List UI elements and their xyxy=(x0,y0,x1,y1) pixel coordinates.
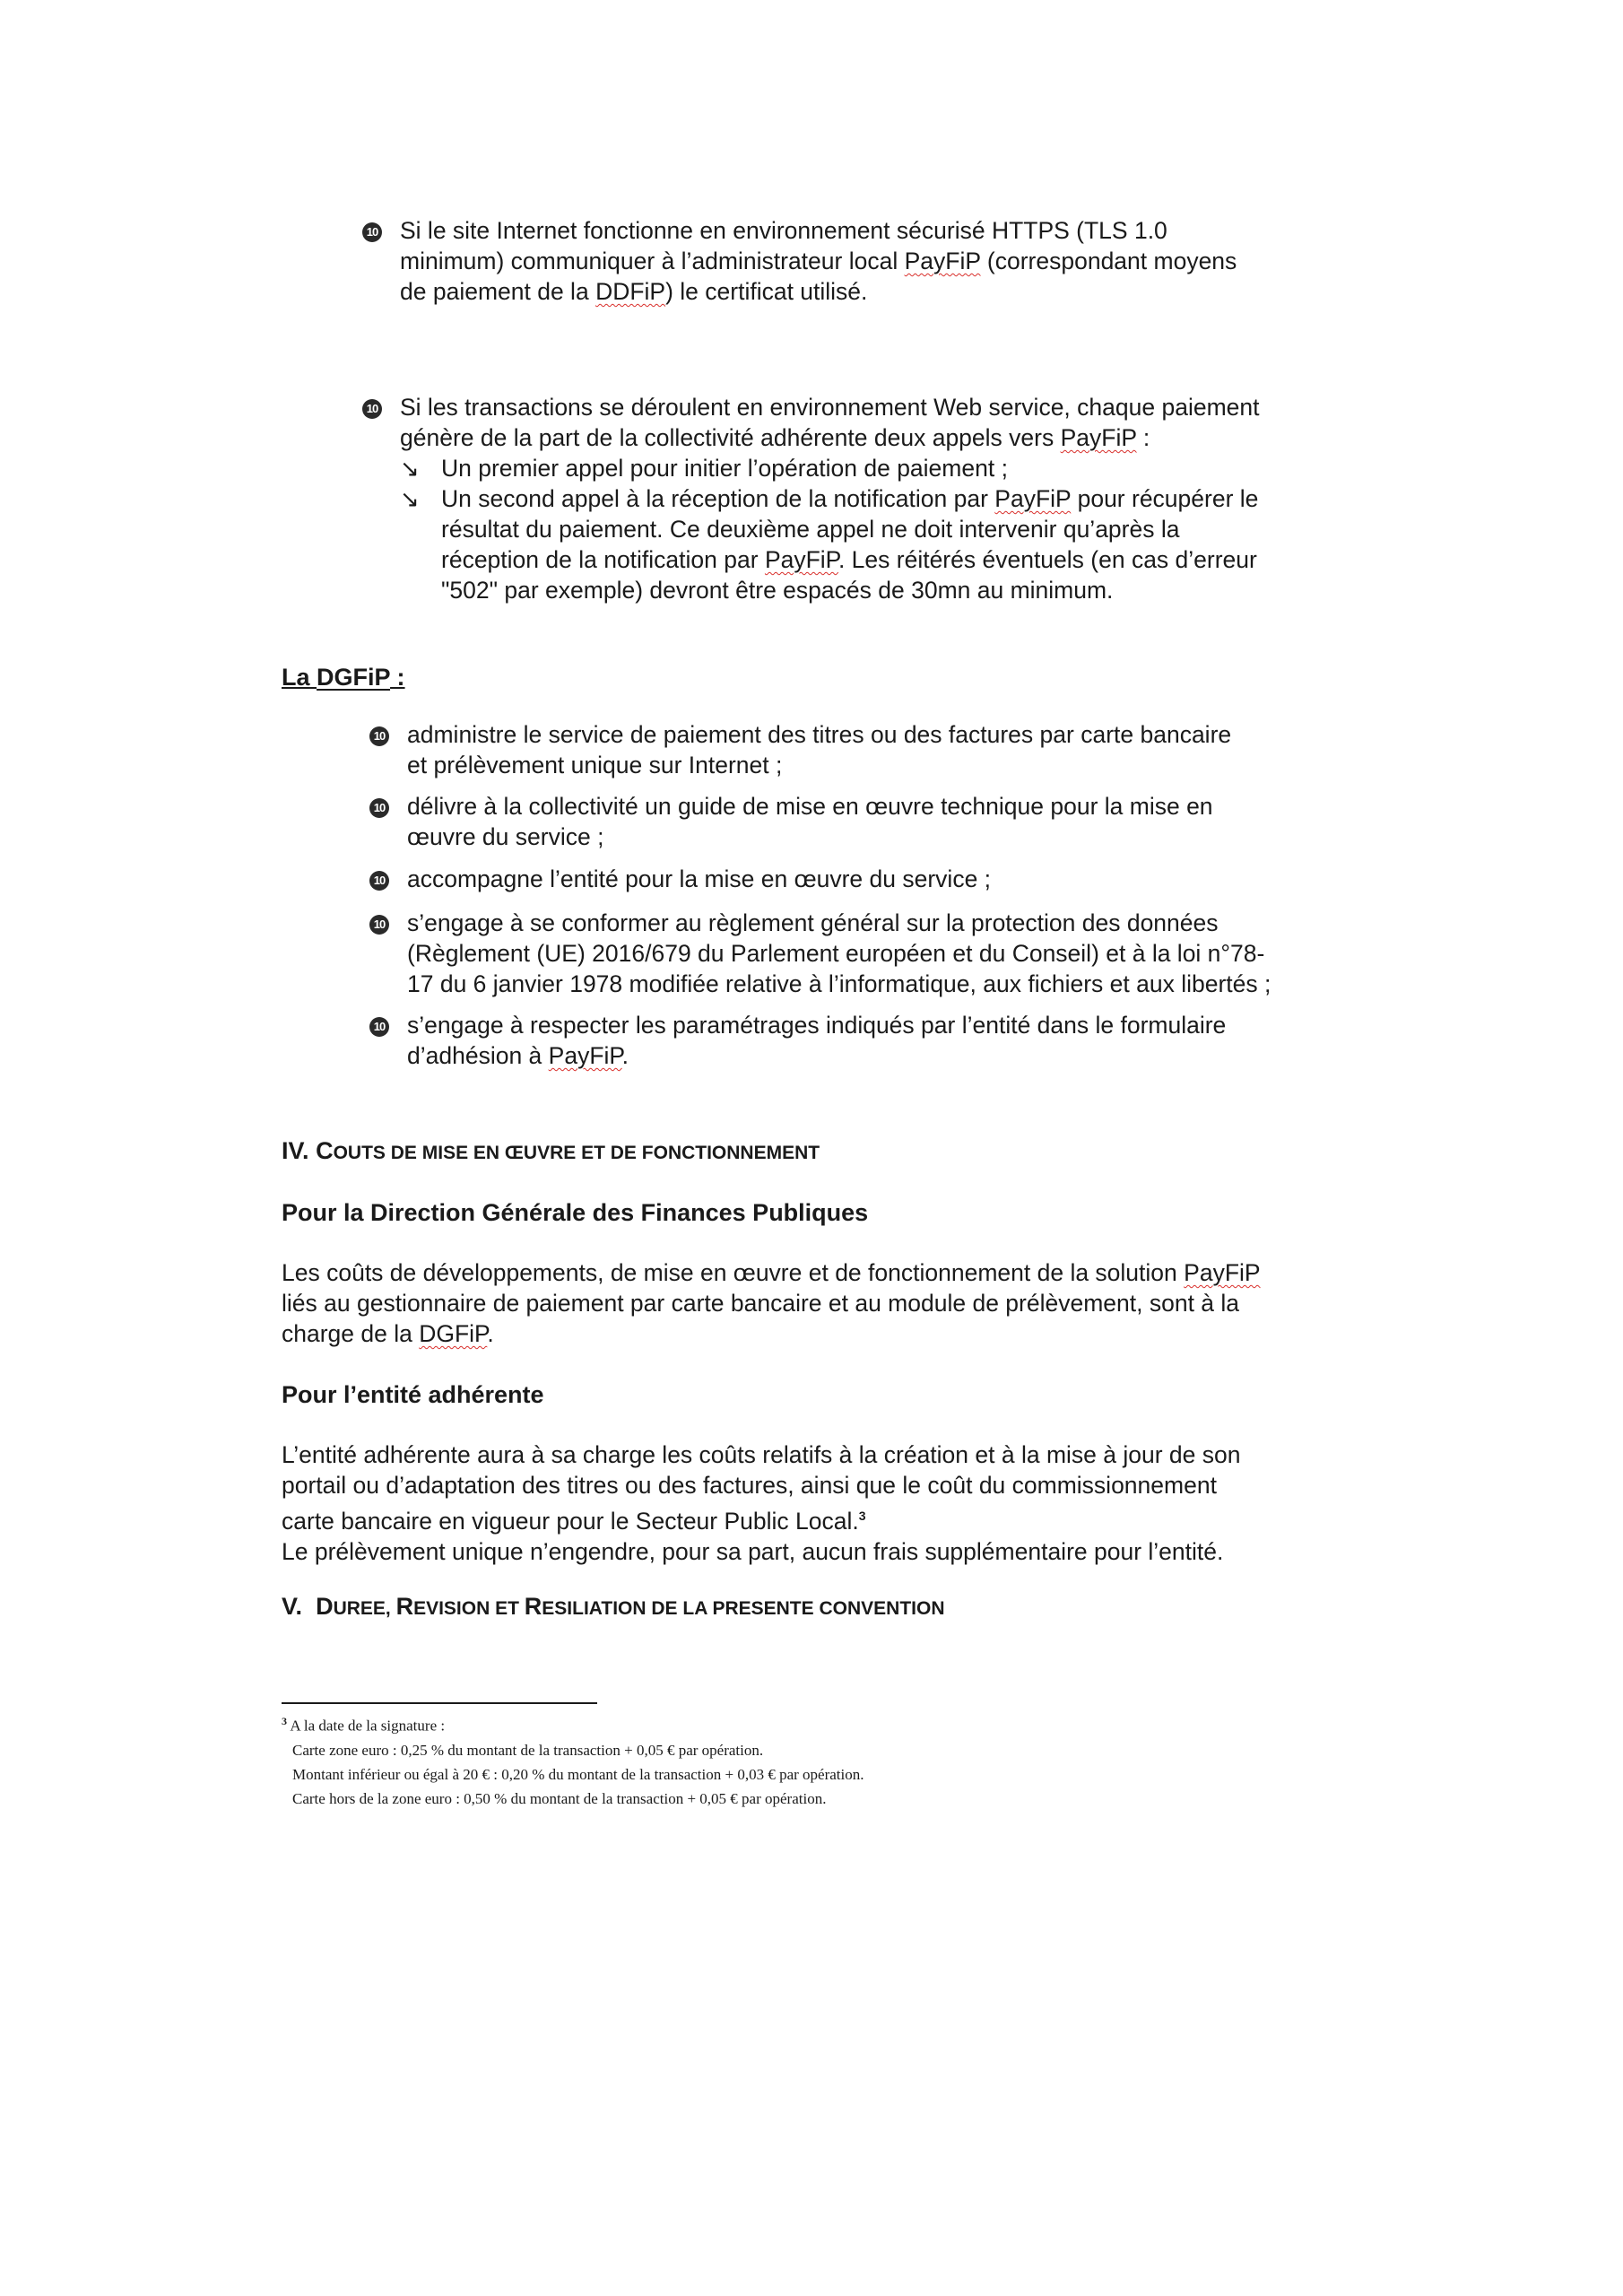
dgfip-item-5 xyxy=(407,1010,1343,1071)
section-number: V. xyxy=(282,1593,303,1620)
text: A la date de la signature : xyxy=(290,1717,446,1735)
text: minimum) communiquer à l’administrateur local xyxy=(400,248,898,274)
ddfip-term: DDFiP xyxy=(595,278,666,305)
text: La xyxy=(282,664,310,691)
section-iv-heading xyxy=(282,1135,820,1169)
footnote-separator xyxy=(282,1702,597,1704)
line xyxy=(441,544,1343,575)
text: charge de la xyxy=(282,1320,412,1347)
line: résultat du paiement. Ce deuxième appel ne doit intervenir qu’après la xyxy=(441,516,1180,543)
line xyxy=(282,1318,1343,1349)
text: R xyxy=(395,1593,414,1620)
entity-paragraph xyxy=(282,1439,1343,1567)
sub-item-2 xyxy=(441,483,1343,605)
text: . xyxy=(487,1320,494,1347)
bullet-icon: 10 xyxy=(369,1017,389,1037)
line xyxy=(282,1257,1343,1288)
line: Si le site Internet fonctionne en environnement sécurisé HTTPS (TLS 1.0 xyxy=(400,217,1167,244)
line xyxy=(282,1709,1089,1738)
footnote-ref[interactable]: 3 xyxy=(858,1509,866,1523)
sub-item-1: Un premier appel pour initier l’opération de paiement ; xyxy=(441,455,1008,482)
arrow-icon: ↘ xyxy=(400,485,420,512)
dgfip-heading xyxy=(282,662,405,692)
text: : xyxy=(1136,424,1150,451)
footnote-number: 3 xyxy=(282,1715,287,1727)
text: D xyxy=(316,1593,334,1620)
bullet-icon: 10 xyxy=(369,915,389,935)
entity-subheading: Pour l’entité adhérente xyxy=(282,1381,544,1408)
footnote xyxy=(282,1709,1089,1811)
bullet-icon: 10 xyxy=(362,222,382,242)
line: Carte hors de la zone euro : 0,50 % du montant de la transaction + 0,05 € par opération. xyxy=(292,1789,827,1807)
dgfip-item-3: accompagne l’entité pour la mise en œuvre du service ; xyxy=(407,865,992,892)
text: Les coûts de développements, de mise en œuvre et de fonctionnement de la solution xyxy=(282,1259,1177,1286)
text: ) le certificat utilisé. xyxy=(665,278,868,305)
line: Carte zone euro : 0,25 % du montant de la transaction + 0,05 € par opération. xyxy=(292,1741,764,1759)
line: portail ou d’adaptation des titres ou des factures, ainsi que le coût du commissionnement xyxy=(282,1472,1217,1499)
text: carte bancaire en vigueur pour le Secteur Public Local. xyxy=(282,1507,859,1535)
payfip-term: PayFiP xyxy=(764,546,838,573)
line xyxy=(282,1500,1343,1536)
arrow-icon: ↘ xyxy=(400,455,420,482)
line xyxy=(400,246,1343,276)
bullet-icon: 10 xyxy=(362,399,382,419)
text: C xyxy=(316,1137,334,1164)
payfip-term: PayFiP xyxy=(1060,424,1137,451)
https-bullet-text xyxy=(400,215,1343,307)
line xyxy=(400,422,1343,453)
text: EVISION ET xyxy=(413,1598,525,1619)
text: ESILIATION DE LA PRESENTE CONVENTION xyxy=(542,1598,945,1619)
text: R xyxy=(524,1593,542,1620)
bullet-icon: 10 xyxy=(369,871,389,891)
dgfp-subheading: Pour la Direction Générale des Finances Publiques xyxy=(282,1199,869,1226)
line: œuvre du service ; xyxy=(407,823,604,850)
dgfip-term: DGFiP xyxy=(317,664,391,691)
line: 17 du 6 janvier 1978 modifiée relative à l’informatique, aux fichiers et aux libertés ; xyxy=(407,970,1271,997)
line: s’engage à se conformer au règlement général sur la protection des données xyxy=(407,909,1219,936)
line: délivre à la collectivité un guide de mise en œuvre technique pour la mise en xyxy=(407,793,1213,820)
payfip-term: PayFiP xyxy=(548,1042,622,1069)
text: de paiement de la xyxy=(400,278,589,305)
dgfip-item-1 xyxy=(407,719,1343,780)
line xyxy=(441,483,1343,514)
text: OUTS DE MISE EN ŒUVRE ET DE FONCTIONNEMENT xyxy=(333,1143,820,1163)
dgfip-term: DGFiP xyxy=(419,1320,488,1347)
section-v-heading xyxy=(282,1591,944,1624)
line: "502" par exemple) devront être espacés de 30mn au minimum. xyxy=(441,577,1114,604)
text: : xyxy=(390,664,405,691)
line: Montant inférieur ou égal à 20 € : 0,20 % du montant de la transaction + 0,03 € par opération. xyxy=(292,1765,864,1783)
text: Un second appel à la réception de la notification par xyxy=(441,485,988,512)
dgfip-item-4 xyxy=(407,908,1354,999)
text: . xyxy=(621,1042,629,1069)
bullet-icon: 10 xyxy=(369,798,389,818)
line: (Règlement (UE) 2016/679 du Parlement européen et du Conseil) et à la loi n°78- xyxy=(407,940,1265,967)
line xyxy=(407,1040,1343,1071)
line: liés au gestionnaire de paiement par carte bancaire et au module de prélèvement, sont à la xyxy=(282,1290,1240,1317)
line: administre le service de paiement des titres ou des factures par carte bancaire xyxy=(407,721,1232,748)
text: (correspondant moyens xyxy=(986,248,1237,274)
text: UREE, xyxy=(333,1598,396,1619)
bullet-icon: 10 xyxy=(369,726,389,746)
webservice-bullet-text xyxy=(400,392,1343,453)
payfip-term: PayFiP xyxy=(1184,1259,1261,1286)
line: Le prélèvement unique n’engendre, pour sa part, aucun frais supplémentaire pour l’entité. xyxy=(282,1537,1224,1565)
text: génère de la part de la collectivité adhérente deux appels vers xyxy=(400,424,1055,451)
text: réception de la notification par xyxy=(441,546,759,573)
payfip-term: PayFiP xyxy=(904,248,981,274)
line xyxy=(400,276,1343,307)
line: et prélèvement unique sur Internet ; xyxy=(407,752,783,778)
text: . Les réitérés éventuels (en cas d’erreur xyxy=(838,546,1257,573)
line: L’entité adhérente aura à sa charge les coûts relatifs à la création et à la mise à jour de son xyxy=(282,1441,1241,1468)
payfip-term: PayFiP xyxy=(994,485,1072,512)
dgfip-item-2 xyxy=(407,791,1343,852)
text: d’adhésion à xyxy=(407,1042,542,1069)
line: Si les transactions se déroulent en environnement Web service, chaque paiement xyxy=(400,394,1260,421)
line: s’engage à respecter les paramétrages indiqués par l’entité dans le formulaire xyxy=(407,1012,1227,1039)
section-number: IV. xyxy=(282,1137,309,1164)
dgfp-paragraph xyxy=(282,1257,1343,1349)
text: pour récupérer le xyxy=(1077,485,1259,512)
